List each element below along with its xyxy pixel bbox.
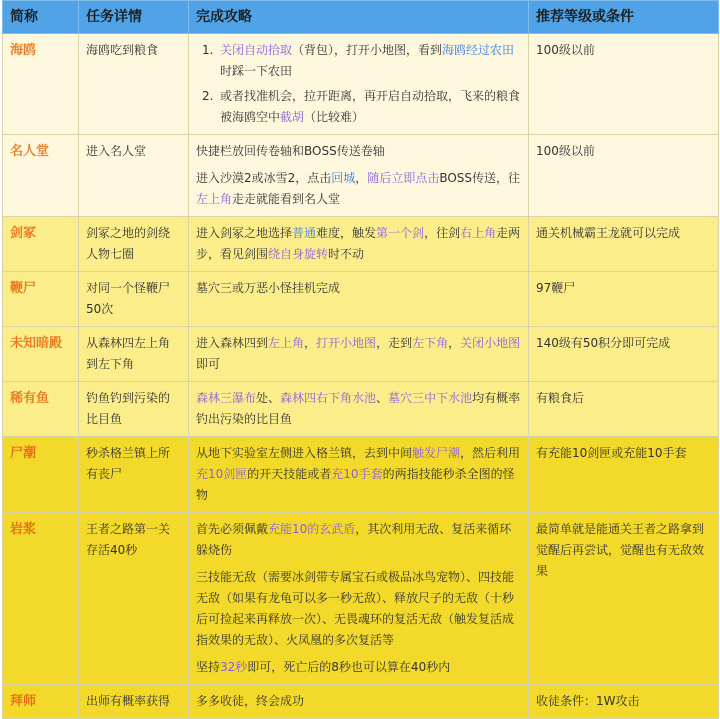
task-detail: 出师有概率获得	[79, 685, 189, 719]
task-guide: 进入森林四到左上角，打开小地图，走到左下角，关闭小地图即可	[189, 327, 529, 382]
table-row	[3, 34, 719, 135]
guide-paragraph: 坚持32秒即可，死亡后的8秒也可以算在40秒内	[196, 660, 451, 674]
task-level: 97鞭尸	[529, 272, 719, 327]
header-recommended-level: 推荐等级或条件	[529, 1, 719, 34]
task-level: 100级以前	[529, 34, 719, 135]
task-guide	[189, 135, 529, 217]
task-name: 名人堂	[3, 135, 79, 217]
task-name: 岩浆	[3, 513, 79, 685]
guide-paragraph: 三技能无敌（需要冰剑带专属宝石或极品冰鸟宠物）、四技能无敌（如果有龙龟可以多一秒无敌）、释放尺子的无敌（十秒后可捡起来再释放一次）、无畏魂环的复活无敌（触发复活成指效果的无敌）、火凤凰的多次复活等	[196, 570, 515, 647]
task-detail: 王者之路第一关存活40秒	[79, 513, 189, 685]
task-name: 海鸥	[3, 34, 79, 135]
table-row	[3, 327, 719, 382]
task-guide: 从地下实验室左侧进入格兰镇，去到中间触发尸潮，然后利用充10剑匣的开天技能或者充10手套的两指技能秒杀全图的怪物	[189, 437, 529, 513]
header-task-detail: 任务详情	[79, 1, 189, 34]
task-level: 140级有50积分即可完成	[529, 327, 719, 382]
task-level: 最简单就是能通关王者之路拿到觉醒后再尝试，觉醒也有无敌效果	[529, 513, 719, 685]
header-short-name: 简称	[3, 1, 79, 34]
task-detail: 剑冢之地的剑绕人物七圈	[79, 217, 189, 272]
task-name: 未知暗殿	[3, 327, 79, 382]
task-guide	[189, 34, 529, 135]
task-level: 通关机械霸王龙就可以完成	[529, 217, 719, 272]
guide-line: 快捷栏放回传卷轴和BOSS传送卷轴	[196, 144, 385, 158]
task-name: 稀有鱼	[3, 382, 79, 437]
table-row	[3, 272, 719, 327]
task-guide: 墓穴三或万恶小怪挂机完成	[189, 272, 529, 327]
step-number: 1.	[202, 43, 214, 57]
task-level: 有粮食后	[529, 382, 719, 437]
task-name: 鞭尸	[3, 272, 79, 327]
table-row	[3, 513, 719, 685]
quest-table	[2, 0, 719, 719]
task-guide: 森林三瀑布处、森林四右下角水池、墓穴三中下水池均有概率钓出污染的比目鱼	[189, 382, 529, 437]
table-row	[3, 437, 719, 513]
task-level: 收徒条件：1W攻击	[529, 685, 719, 719]
table-row	[3, 217, 719, 272]
task-detail: 海鸥吃到粮食	[79, 34, 189, 135]
task-name: 拜师	[3, 685, 79, 719]
table-row	[3, 135, 719, 217]
step-text: 关闭自动拾取（背包），打开小地图，看到海鸥经过农田时踩一下农田	[220, 43, 515, 78]
table-row	[3, 382, 719, 437]
task-detail: 进入名人堂	[79, 135, 189, 217]
table-header-row	[3, 1, 719, 34]
task-guide: 进入剑冢之地选择普通难度，触发第一个剑，往剑右上角走两步，看见剑围绕自身旋转时不动	[189, 217, 529, 272]
task-guide	[189, 513, 529, 685]
task-detail: 对同一个怪鞭尸50次	[79, 272, 189, 327]
guide-line: 进入沙漠2或冰雪2，点击回城，随后立即点击BOSS传送，往左上角走走就能看到名人堂	[196, 171, 521, 206]
guide-paragraph: 首先必须佩戴充能10的玄武盾，其次利用无敌、复活来循环躲烧伤	[196, 522, 512, 557]
task-detail: 从森林四左上角到左下角	[79, 327, 189, 382]
step-text: 或者找准机会，拉开距离，再开启自动拾取，飞来的粮食被海鸥空中截胡（比较难）	[220, 89, 521, 124]
task-guide: 多多收徒，终会成功	[189, 685, 529, 719]
task-name: 剑冢	[3, 217, 79, 272]
step-number: 2.	[202, 89, 214, 103]
table-row	[3, 685, 719, 719]
task-name: 尸潮	[3, 437, 79, 513]
task-detail: 钓鱼钓到污染的比目鱼	[79, 382, 189, 437]
task-level: 有充能10剑匣或充能10手套	[529, 437, 719, 513]
task-level: 100级以前	[529, 135, 719, 217]
header-guide: 完成攻略	[189, 1, 529, 34]
task-detail: 秒杀格兰镇上所有丧尸	[79, 437, 189, 513]
